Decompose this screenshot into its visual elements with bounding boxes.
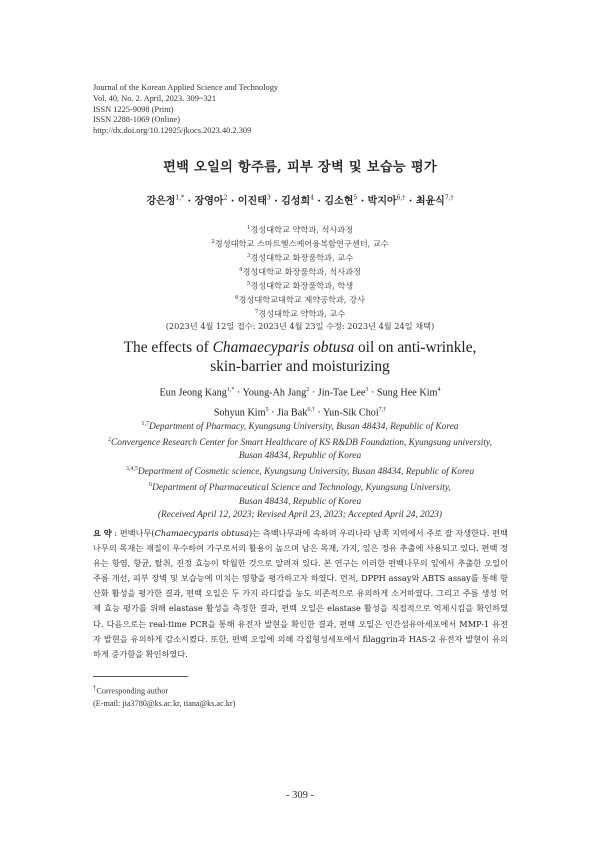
author-sup: 4 [310,194,314,202]
affiliation-line: $^7$경성대학교 약학과, 교수 [254,308,346,319]
affiliation-line: Busan 48434, Republic of Korea [238,451,362,462]
author-sup: 3 [266,194,271,202]
affiliation-line: $^6$경성대학교대학교 제약공학과, 강사 [235,294,365,305]
page-number: - 309 - [286,790,314,801]
korean-title: 편백 오일의 항주름, 피부 장벽 및 보습능 평가 [163,160,437,175]
author-sup: 7,† [444,194,454,202]
english-affiliations [0,418,600,522]
journal-header [93,83,278,137]
author-name: 최윤식 [415,196,445,207]
affiliation-line: $^{3,4,5}$Department of Cosmetic science, Kyungsung University, Busan 48434, Republic of Korea [125,466,475,478]
abstract: 요 약 : 편백나무(Chamaecyparis obtusa)는 측백나무과에 속하며 우리나라 남쪽 지역에서 주로 잘 자생한다. 편백나무의 목재는 재질이 우수하여 가구로서의 활용이 높으며 남은 목재, 가지, 잎은 정유 추출에 사용되고 있다. 편백 정유는 항염, 항균, 탈취, 진정 효능이 탁월한 것으로 알려져 있다. 본 연구는 이러한 편백나무의 잎에서 추출한 오일이 주름 개선, 피부 장벽 및 보습능에 미치는 영향을 평가하고자 하였다. 먼저, DPPH assay와 ABTS assay를 통해 항산화 활성을 평가한 결과, 편백 오일은 두 가지 라디칼을 농도 의존적으로 유의하게 소거하였다. 그리고 주름 생성 억제 효능 평가를 위해 elastase 활성을 측정한 결과, 편백 오일은 elastase 활성을 직접적으로 억제시킴을 확인하였다. 다음으로는 real-time PCR을 통해 유전자 발현을 확인한 결과, 편백 오일은 인간섬유아세포에서 MMP-1 유전자 발현을 유의하게 감소시켰다. 또한, 편백 오일에 의해 각질형성세포에서 filaggrin과 HAS-2 유전자 발현이 유의하게 증가함을 확인하였다. [93,528,508,659]
affiliation-line: $^1$경성대학교 약학과, 석사과정 [246,224,354,235]
korean-dates: (2023년 4월 12일 접수: 2023년 4월 23일 수정: 2023년 4월 24일 채택) [165,320,435,331]
affiliation-line: $^4$경성대학교 화장품학과, 석사과정 [238,266,362,277]
affiliation-line: $^2$경성대학교 스마트헬스케어융복합연구센터, 교수 [211,238,389,249]
affiliation-line: $^2$Convergence Research Center for Smart Healthcare of KS R&DB Foundation, Kyungsung university, [108,437,492,449]
english-authors: Eun Jeong Kang$^{1,*}$ · Young-Ah Jang$^2$ · Jin-Tae Lee$^3$ · Sung Hee Kim$^4$ Sohyun Kim$^5$ · Jia Bak$^{6,\dagger}$ · Yun-Sik Choi$^{7,\dagger}$ [159,387,441,419]
journal-doi-link[interactable]: http://dx.doi.org/10.12925/jkocs.2023.40.2.309 [93,126,252,136]
species-name: Chamaecyparis obtusa [154,528,250,538]
abstract-body: )는 측백나무과에 속하며 우리나라 남쪽 지역에서 주로 잘 자생한다. 편백나무의 목재는 재질이 우수하여 가구로서의 활용이 높으며 남은 목재, 가지, 잎은 정유 추출에 사용되고 있다. 편백 정유는 항염, 항균, 탈취, 진정 효능이 탁월한 것으로 알려져 있다. 본 연구는 이러한 편백나무의 잎에서 추출한 오일이 주름 개선, 피부 장벽 및 보습능에 미치는 영향을 평가하고자 하였다. 먼저, DPPH assay와 ABTS assay를 통해 항산화 활성을 평가한 결과, 편백 오일은 두 가지 라디칼을 농도 의존적으로 유의하게 소거하였다. 그리고 주름 생성 억제 효능 평가를 위해 elastase 활성을 측정한 결과, 편백 오일은 elastase 활성을 직접적으로 억제시킴을 확인하였다. 다음으로는 real-time PCR을 통해 유전자 발현을 확인한 결과, 편백 오일은 인간섬유아세포에서 MMP-1 유전자 발현을 유의하게 감소시켰다. 또한, 편백 오일에 의해 각질형성세포에서 filaggrin과 HAS-2 유전자 발현이 유의하게 증가함을 확인하였다. [93,528,508,659]
affiliation-line: $^{1,7}$Department of Pharmacy, Kyungsung University, Busan 48434, Republic of Korea [141,421,459,433]
english-title: The effects of Chamaecyparis obtusa oil on anti-wrinkle, skin-barrier and moisturizing [123,339,477,375]
korean-authors: 강은정$^{1,*}$ · 장영아$^2$ · 이진태$^3$ · 김성희$^4$ · 김소현$^5$ · 박지아$^{6,\dagger}$ · 최윤식$^{7,\dagger}$ [146,194,454,207]
journal-name: Journal of the Korean Applied Science and Technology [93,83,279,92]
english-dates: (Received April 12, 2023; Revised April 23, 2023; Accepted April 24, 2023) [157,509,443,520]
species-name: Chamaecyparis obtusa [212,339,355,356]
author-sup: 1,* [175,194,185,202]
author-sup: 6,† [396,194,406,202]
author-name: 김성희 [281,196,311,207]
author-name: 장영아 [194,196,224,207]
author-name: 이진태 [237,196,267,207]
korean-affiliations [0,222,600,332]
author-name: 강은정 [146,196,176,207]
author-name: 김소현 [324,196,354,207]
affiliation-line: $^5$경성대학교 화장품학과, 학생 [246,280,354,291]
affiliation-line: Busan 48434, Republic of Korea [238,496,362,507]
journal-volume: Vol. 40, No. 2. April, 2023. 309~321 [93,93,217,103]
journal-issn-print: ISSN 1225-9098 (Print) [93,104,174,114]
dagger-marker: † [93,685,97,692]
author-sup: 2 [223,194,228,202]
abstract-label: 요 약 [93,528,112,538]
affiliation-line: $^3$경성대학교 화장품학과, 교수 [246,252,354,263]
footnote-divider [93,676,188,677]
journal-issn-online: ISSN 2288-1069 (Online) [93,115,181,125]
author-name: 박지아 [367,196,397,207]
footnote: †Corresponding author (E-mail: jia3780@ks.ac.kr, tiana@ks.ac.kr) [93,685,236,708]
affiliation-line: $^6$Department of Pharmaceutical Science and Technology, Kyungsung University, [149,482,451,494]
author-sup: 5 [353,194,358,202]
corresponding-email: (E-mail: jia3780@ks.ac.kr, tiana@ks.ac.kr) [93,698,236,708]
